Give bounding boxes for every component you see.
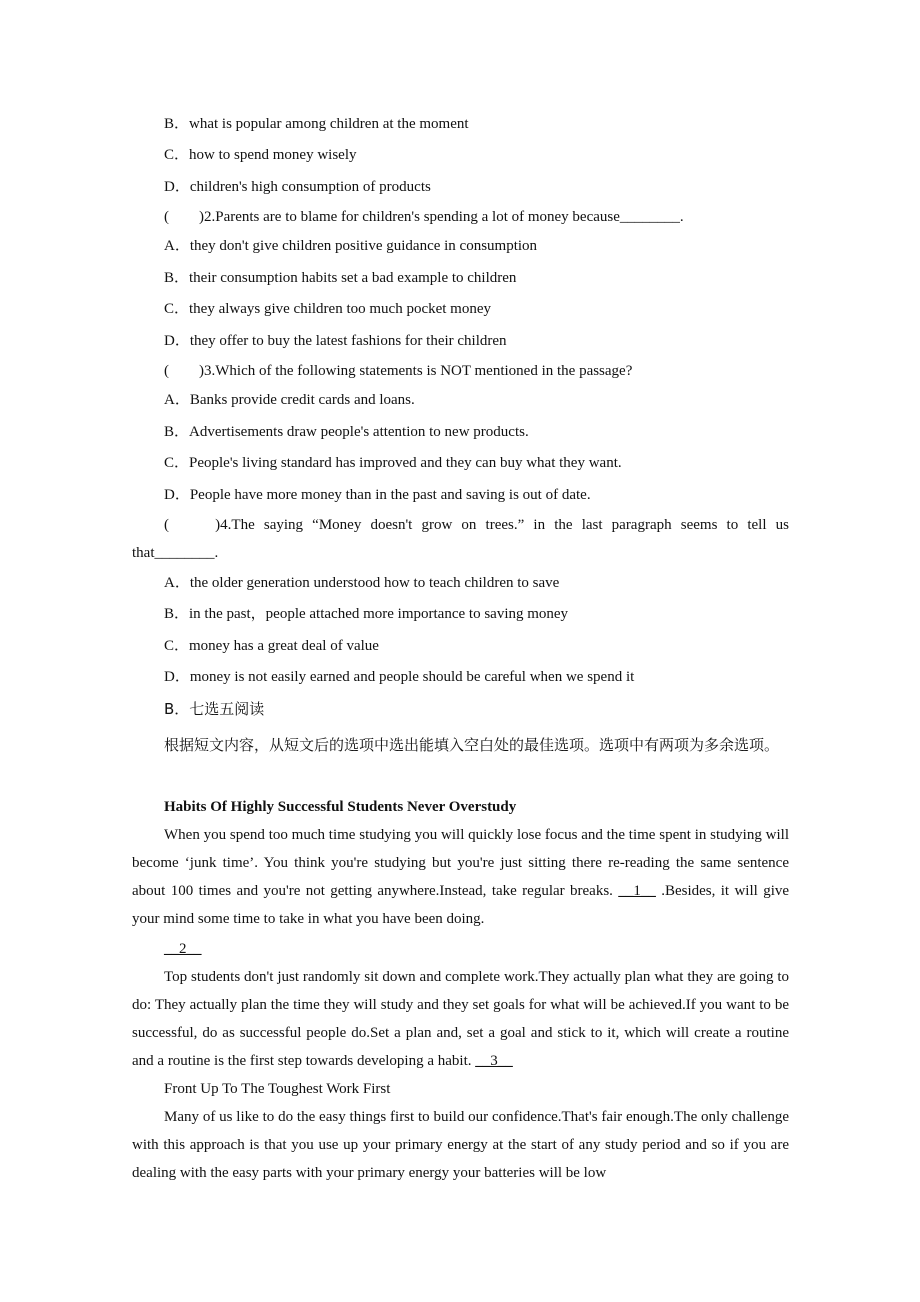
passage-paragraph-3: Many of us like to do the easy things first to build our confidence.That's fair enough.The only challenge with this approach is that you use up your primary energy at the start of any study period and so if you are dealing with the easy parts with your primary energy your batteries will be low [132, 1109, 789, 1181]
passage-subheading: Front Up To The Toughest Work First [164, 1081, 391, 1097]
blank-3: __3__ [475, 1053, 513, 1069]
q4-stem-line1: ( )4.The saying “Money doesn't grow on trees.” in the last paragraph seems to tell us [164, 517, 789, 533]
passage-paragraph-1 [132, 821, 789, 933]
q1-option-d: D．children's high consumption of products [164, 179, 431, 195]
section-b-heading: B．七选五阅读 [164, 700, 265, 718]
q4-option-a: A．the older generation understood how to teach children to save [164, 575, 560, 591]
q4-option-c: C．money has a great deal of value [164, 638, 379, 654]
paragraph-1-end: .Besides, it will give your mind some time to take in what you have been doing. [132, 883, 790, 927]
blank-2: __2__ [164, 941, 202, 957]
q3-option-c: C．People's living standard has improved and they can buy what they want. [164, 455, 622, 471]
passage-title: Habits Of Highly Successful Students Never Overstudy [164, 799, 517, 815]
paragraph-1-text: When you spend too much time studying you will quickly lose focus and the time spent in studying will become ‘junk time’. You think you're studying but you're just sitting there re-reading the same sentence about 100 times and you're not getting anywhere.Instead, take regular breaks. [132, 827, 789, 899]
q3-stem: ( )3.Which of the following statements is NOT mentioned in the passage? [164, 363, 633, 379]
blank-1: __1__ [618, 883, 656, 899]
passage-paragraph-2 [132, 963, 789, 1075]
q4-option-b: B．in the past，people attached more importance to saving money [164, 606, 569, 622]
paragraph-2-text: Top students don't just randomly sit down and complete work.They actually plan what they are going to do: They actually plan the time they will study and they set goals for what will be achieved.If you want to be successful, do as successful people do.Set a plan and, set a goal and stick to it, which will create a routine and a routine is the first step towards developing a habit. [132, 969, 789, 1069]
q3-option-a: A．Banks provide credit cards and loans. [164, 392, 415, 408]
q4-option-d: D．money is not easily earned and people should be careful when we spend it [164, 669, 635, 685]
q3-option-d: D．People have more money than in the past and saving is out of date. [164, 487, 591, 503]
q2-option-a: A．they don't give children positive guidance in consumption [164, 238, 538, 254]
q2-option-d: D．they offer to buy the latest fashions for their children [164, 333, 507, 349]
section-b-instruction: 根据短文内容，从短文后的选项中选出能填入空白处的最佳选项。选项中有两项为多余选项。 [164, 736, 780, 754]
q3-option-b: B．Advertisements draw people's attention to new products. [164, 424, 529, 440]
q1-option-c: C．how to spend money wisely [164, 147, 357, 163]
q4-stem-line2: that________. [132, 545, 219, 561]
q2-option-c: C．they always give children too much pocket money [164, 301, 492, 317]
q2-option-b: B．their consumption habits set a bad example to children [164, 270, 517, 286]
q2-stem: ( )2.Parents are to blame for children's spending a lot of money because________. [164, 209, 684, 225]
q1-option-b: B．what is popular among children at the moment [164, 116, 469, 132]
